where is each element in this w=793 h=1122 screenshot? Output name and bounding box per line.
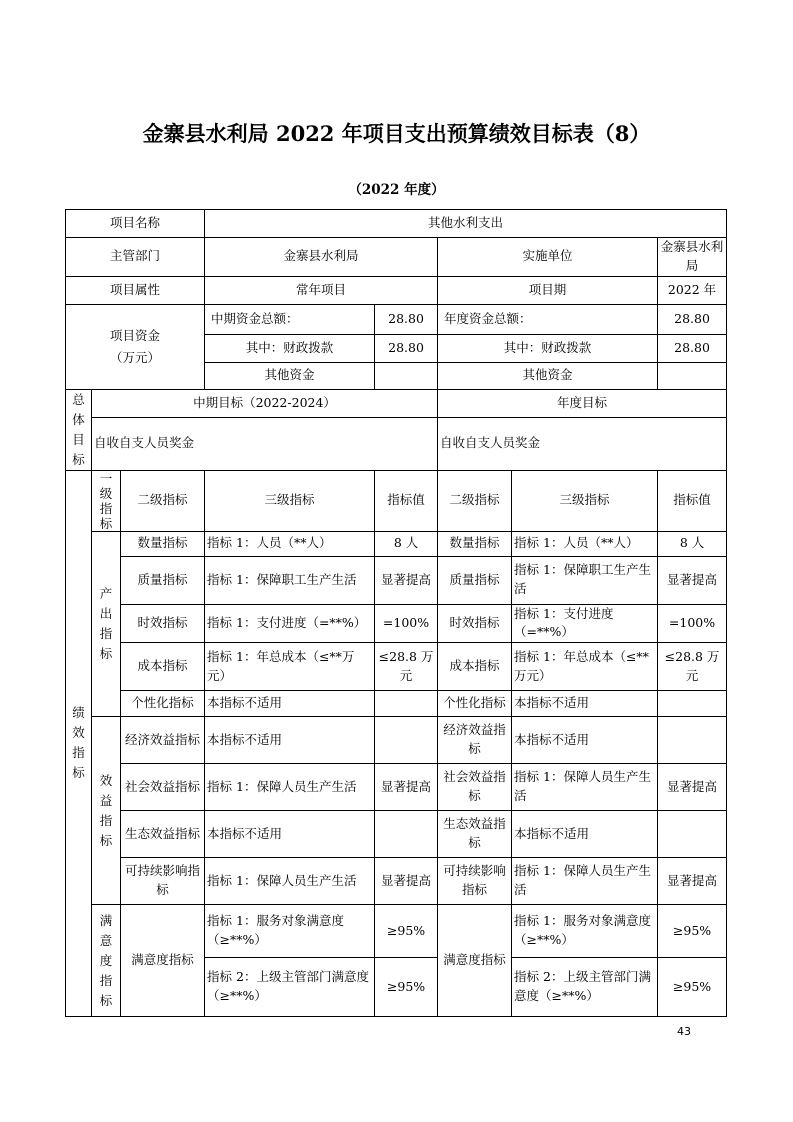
project-name-label: 项目名称 xyxy=(66,210,205,238)
level3-cell: 指标 1：年总成本（≤**万元） xyxy=(512,643,658,691)
value-cell: ≥95% xyxy=(375,905,438,958)
level2-cell: 个性化指标 xyxy=(121,691,205,717)
page-number: 43 xyxy=(677,1025,691,1038)
overall-label xyxy=(66,389,92,470)
mid-level3-header: 三级指标 xyxy=(205,470,375,531)
level3-cell: 指标 1：保障职工生产生活 xyxy=(205,556,375,604)
performance-target-table xyxy=(65,209,727,1017)
table-row xyxy=(66,276,727,304)
level3-cell: 指标 1：支付进度（=**%） xyxy=(512,604,658,643)
value-cell: ≤28.8 万元 xyxy=(658,643,727,691)
perf-label xyxy=(66,470,92,1017)
value-cell: 显著提高 xyxy=(658,858,727,905)
level3-cell: 指标 1：保障人员生产生活 xyxy=(512,858,658,905)
table-row xyxy=(66,604,727,643)
mid-other-label: 其他资金 xyxy=(205,362,375,389)
year-other-value xyxy=(658,362,727,389)
table-row xyxy=(66,905,727,958)
perf-label-text: 绩效指标 xyxy=(72,705,85,781)
year-other-label: 其他资金 xyxy=(438,362,658,389)
level2-cell: 数量指标 xyxy=(438,531,512,556)
level3-cell: 指标 2：上级主管部门满意度（≥**%） xyxy=(512,958,658,1017)
table-row xyxy=(66,417,727,470)
output-label xyxy=(92,531,121,717)
level3-cell: 本指标不适用 xyxy=(512,717,658,764)
mid-total-value: 28.80 xyxy=(375,304,438,334)
mid-total-label: 中期资金总额： xyxy=(205,304,375,334)
level2-cell: 可持续影响指标 xyxy=(121,858,205,905)
value-cell: ≥95% xyxy=(375,958,438,1017)
level2-cell: 数量指标 xyxy=(121,531,205,556)
level1-header-text: 一级指标 xyxy=(99,470,113,531)
level3-cell: 本指标不适用 xyxy=(205,811,375,858)
level3-cell: 指标 1：保障人员生产生活 xyxy=(512,764,658,811)
level3-cell: 指标 1：支付进度（=**%） xyxy=(205,604,375,643)
level2-cell: 成本指标 xyxy=(121,643,205,691)
value-cell xyxy=(658,811,727,858)
attr-label: 项目属性 xyxy=(66,276,205,304)
table-row xyxy=(66,556,727,604)
mid-fiscal-label: 其中：财政拨款 xyxy=(205,334,375,362)
value-cell: ≥95% xyxy=(658,905,727,958)
table-row xyxy=(66,717,727,764)
level3-cell: 本指标不适用 xyxy=(512,811,658,858)
year-level3-header: 三级指标 xyxy=(512,470,658,531)
level3-cell: 本指标不适用 xyxy=(205,691,375,717)
value-cell: 显著提高 xyxy=(375,858,438,905)
mid-value-header: 指标值 xyxy=(375,470,438,531)
value-cell: =100% xyxy=(658,604,727,643)
level2-cell: 成本指标 xyxy=(438,643,512,691)
level3-cell: 指标 1：保障人员生产生活 xyxy=(205,764,375,811)
mid-other-value xyxy=(375,362,438,389)
satisfaction-label-text: 满意度指标 xyxy=(99,912,113,1008)
table-row xyxy=(66,643,727,691)
value-cell xyxy=(375,717,438,764)
overall-mid-header: 中期目标（2022-2024） xyxy=(92,389,438,417)
level3-cell: 本指标不适用 xyxy=(205,717,375,764)
level2-cell: 生态效益指标 xyxy=(438,811,512,858)
dept-label: 主管部门 xyxy=(66,238,205,277)
level1-header xyxy=(92,470,121,531)
dept-value: 金寨县水利局 xyxy=(205,238,438,277)
project-name-value: 其他水利支出 xyxy=(205,210,727,238)
output-label-text: 产出指标 xyxy=(99,585,113,661)
overall-year-header: 年度目标 xyxy=(438,389,727,417)
benefit-label-text: 效益指标 xyxy=(99,772,113,848)
table-row xyxy=(66,811,727,858)
overall-mid-text: 自收自支人员奖金 xyxy=(92,417,438,470)
level2-cell: 时效指标 xyxy=(438,604,512,643)
value-cell: ≥95% xyxy=(658,958,727,1017)
level2-cell: 质量指标 xyxy=(121,556,205,604)
level2-cell: 经济效益指标 xyxy=(121,717,205,764)
year-level2-header: 二级指标 xyxy=(438,470,512,531)
value-cell: 显著提高 xyxy=(658,556,727,604)
year-fiscal-value: 28.80 xyxy=(658,334,727,362)
level3-cell: 指标 1：年总成本（≤**万元） xyxy=(205,643,375,691)
value-cell: =100% xyxy=(375,604,438,643)
value-cell: ≤28.8 万元 xyxy=(375,643,438,691)
mid-fiscal-value: 28.80 xyxy=(375,334,438,362)
value-cell xyxy=(375,811,438,858)
overall-label-text: 总体目标 xyxy=(72,391,85,467)
overall-year-text: 自收自支人员奖金 xyxy=(438,417,727,470)
table-row xyxy=(66,858,727,905)
value-cell: 显著提高 xyxy=(375,764,438,811)
funds-label xyxy=(66,304,205,389)
impl-label: 实施单位 xyxy=(438,238,658,277)
level3-cell: 指标 1：保障职工生产生活 xyxy=(512,556,658,604)
year-total-label: 年度资金总额： xyxy=(438,304,658,334)
table-row xyxy=(66,238,727,277)
period-label: 项目期 xyxy=(438,276,658,304)
level3-cell: 指标 1：人员（**人） xyxy=(205,531,375,556)
level2-cell: 满意度指标 xyxy=(121,905,205,1017)
year-fiscal-label: 其中：财政拨款 xyxy=(438,334,658,362)
level3-cell: 指标 2：上级主管部门满意度（≥**%） xyxy=(205,958,375,1017)
table-row xyxy=(66,531,727,556)
level2-cell: 可持续影响指标 xyxy=(438,858,512,905)
level3-cell: 指标 1：保障人员生产生活 xyxy=(205,858,375,905)
level3-cell: 指标 1：服务对象满意度（≥**%） xyxy=(205,905,375,958)
level3-cell: 本指标不适用 xyxy=(512,691,658,717)
level2-cell: 经济效益指标 xyxy=(438,717,512,764)
level2-cell: 时效指标 xyxy=(121,604,205,643)
value-cell xyxy=(375,691,438,717)
funds-label-text: 项目资金（万元） xyxy=(110,328,161,365)
table-row xyxy=(66,304,727,334)
year-total-value: 28.80 xyxy=(658,304,727,334)
table-row xyxy=(66,210,727,238)
value-cell xyxy=(658,717,727,764)
value-cell xyxy=(658,691,727,717)
value-cell: 显著提高 xyxy=(658,764,727,811)
satisfaction-label xyxy=(92,905,121,1017)
period-value: 2022 年 xyxy=(658,276,727,304)
level3-cell: 指标 1：服务对象满意度（≥**%） xyxy=(512,905,658,958)
document-title: 金寨县水利局 2022 年项目支出预算绩效目标表（8） xyxy=(142,121,651,146)
table-row xyxy=(66,764,727,811)
table-row xyxy=(66,389,727,417)
year-value-header: 指标值 xyxy=(658,470,727,531)
document-subtitle: （2022 年度） xyxy=(348,182,445,198)
level3-cell: 指标 1：人员（**人） xyxy=(512,531,658,556)
attr-value: 常年项目 xyxy=(205,276,438,304)
level2-cell: 社会效益指标 xyxy=(121,764,205,811)
level2-cell: 满意度指标 xyxy=(438,905,512,1017)
value-cell: 8 人 xyxy=(375,531,438,556)
impl-value: 金寨县水利局 xyxy=(658,238,727,277)
value-cell: 8 人 xyxy=(658,531,727,556)
table-row xyxy=(66,470,727,531)
level2-cell: 质量指标 xyxy=(438,556,512,604)
level2-cell: 个性化指标 xyxy=(438,691,512,717)
level2-cell: 社会效益指标 xyxy=(438,764,512,811)
level2-cell: 生态效益指标 xyxy=(121,811,205,858)
value-cell: 显著提高 xyxy=(375,556,438,604)
table-row xyxy=(66,691,727,717)
benefit-label xyxy=(92,717,121,905)
mid-level2-header: 二级指标 xyxy=(121,470,205,531)
